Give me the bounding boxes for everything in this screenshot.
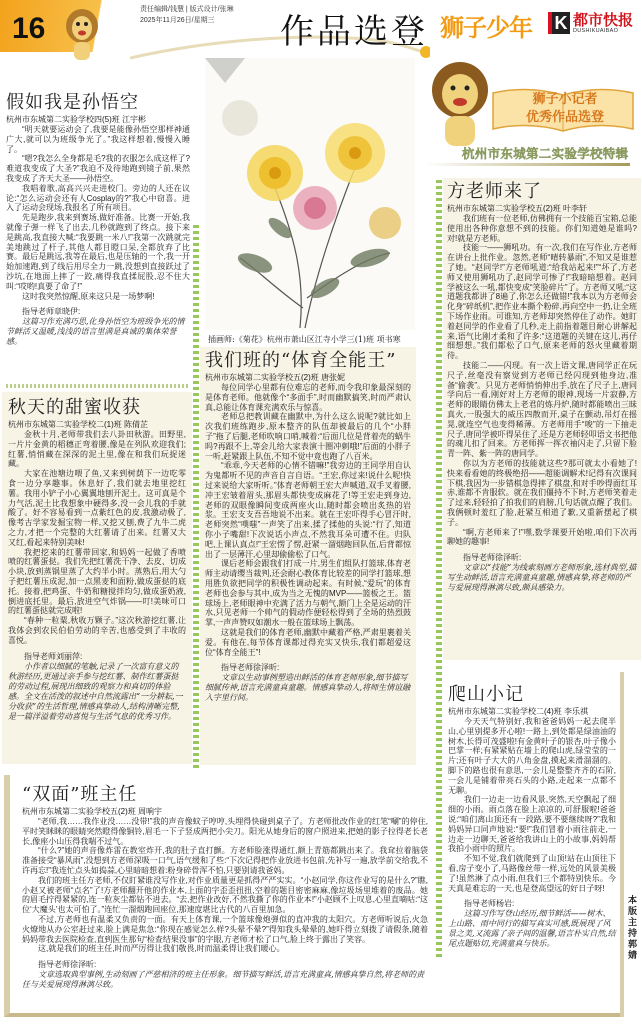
article-paragraph: 我们班有一位老师,仿佛拥有一个技能百宝箱,总能使用出各种你意想不到的技能。你们知道她是谁吗?对!就是方老师。 — [447, 214, 637, 243]
banner-heading — [490, 90, 640, 126]
article-paragraph: 我把挖来的红薯带回家,和妈妈一起做了香喷喷的红薯蛋挞。我们先把红薯洗干净、去皮、切成小块,放到蒸锅里蒸了大约半小时。蒸熟后,用大勺子把红薯压成泥,加一点黑麦和面粉,做成蛋挞的底托。接着,把鸡蛋、牛奶和糖搅拌均匀,做成蛋奶液,倒进底托里。最后,放进空气炸锅——叮!美味可口的红薯蛋挞就完成啦! — [8, 547, 186, 616]
article-paragraph: 不知不觉,我们就爬到了山顶!站在山顶往下看,房子变小了,马路像丝带一样,远处的风景美极了!虽然淋了点小雨,但我们三个都特别快乐。今天真是难忘的一天,也是登高望远的好日子呀! — [448, 854, 616, 893]
article-body — [8, 430, 186, 646]
banner-line2: 优秀作品选登 — [525, 109, 604, 124]
article-paragraph: 不过,方老师也有温柔又负责的一面。有天上体育课,一个篮球像炮弹似的直冲我的太阳穴。方老师听说后,火急火燎地从办公室赶过来,脸上满是焦急:“你现在感觉怎么样?头晕不晕?”得知我头晕晕的,她吓得立刻拨了请假条,随着妈妈带我去医院检查,直到医生那句“检查结果没事”的字眼,方老师才松了口气,脸上终于露出了笑容。 — [22, 914, 428, 944]
article-paragraph: 每位同学心里都有位难忘的老师,而令我印象最深刻的是体育老师。他就像个“多面手”,时而幽默搞笑,时而严肃认真,总能让体育课充满欢乐与惊喜。 — [205, 383, 411, 412]
article-paragraph: 这时我突然惊醒,原来这只是一场梦啊! — [22, 291, 155, 301]
article-byline: 杭州市东城第二实验学校五(2)班 叶李轩 — [447, 204, 587, 213]
article-byline: 杭州市东城第二实验学校二(4)班 李乐祺 — [448, 707, 588, 716]
article-paragraph: 你以为方老师的技能就这些?那可就太小看她了!快来看看她的终极绝招——超能调解术!记得有次课间下棋,我因为一步错棋急得摔了棋盘,和对手吵得面红耳赤,谁都不肯服软。就在我们僵持不下时,方老师笑着走了过来,轻轻拍了拍我们的肩膀,几句话就点醒了我们。我俩顿时羞红了脸,赶紧互相道了歉,又重新摆起了棋子。 — [447, 458, 637, 527]
article-body — [447, 214, 637, 547]
banner-rule — [425, 163, 630, 166]
article-byline: 杭州市东城第二实验学校五(2)班 周响宇 — [22, 807, 162, 816]
logo-mark: K — [548, 12, 570, 34]
article-paragraph: 技能二——闪现。有一次上语文课,唐同学正在玩尺子,丝毫没有察觉到方老师已经闪现到他身边,准备“偷袭”。只见方老师悄悄伸出手,放在了尺子上,唐同学向后一看,刚好对上方老师的眼神,现场一片寂静,方老师的眼睛仿佛太上老君的炼丹炉,随时都能喷出三昧真火,一股强大的威压四散而开,桌子在颤动,吊灯在摇晃,就连空气也变得稀薄。方老师用手“唆”的一下抽走尺子,唐同学被吓得呆住了,还是方老师轻叩语文书把他的魂儿扣了回来。方老师挥一挥衣袖闪走了,只留下脸青一阵、紫一阵的唐同学。 — [447, 360, 637, 459]
teacher-name: 指导老师徐泽昕: — [463, 553, 522, 563]
section-title: 作品选登 — [280, 12, 428, 52]
page-host-credit: 本版主持 郭婧 — [628, 895, 638, 960]
article-paragraph: “啊,方老师来了!”嘿,数学课要开始啦,咱们下次再聊她的趣事! — [447, 527, 637, 547]
date-line: 2025年11月26日/星期三 — [140, 17, 215, 24]
article-paragraph: 技能一——狮吼功。有一次,我们在写作业,方老师在讲台上批作业。忽然,老师“晴转暴雨”,不知又是谁惹了她。“赵同学!”方老师吼道:“给我站起来!”“坏了,方老师又使用狮吼功了,赵同学可惨了!”我暗暗想着。赵同学被这么一吼,都快变成“笑脸碎片”了。方老师又吼:“这道题我都讲了8遍了,你怎么还做错!”我本以为方老师会化身“碎纸机”,把作业本撕个粉碎,再向空中一扔,让全班下场作业雨。可谁知,方老师却突然停住了动作。她盯着赵同学的作业看了几秒,走上前指着题目耐心讲解起来,语气比刚才柔和了许多:“这道题的关键在这儿,再仔细想想。”我们都松了口气,原来老师的怒火里藏着期待。 — [447, 243, 637, 361]
article-paragraph: 课后老师会跟我们打成一片,男生们组队打篮球,体育老师主动请缨当裁判,还会耐心教体育比较差的同学打篮球,想用胜负欲把同学的积极性调动起来。有时候,“爱玩”的体育老师也会参与其中,成为当之无愧的MVP——篮板之王。篮球场上,老师眼神中充满了活力与朝气,额门上全是运动的汗水,只见老师一个帅气的假动作便轻松得到了全场的热烈鼓掌,一声声赞叹如潮水一般在篮球场上飘荡。 — [205, 559, 411, 628]
newspaper-logo — [548, 12, 633, 34]
article-paragraph: 老师总把教训藏在幽默中,为什么这么说呢?就比如上次我们班练跑步,原本整齐的队伍却被最后的几个“小胖子”拖了后腿,老师吹响口哨,喊着:“后面几位是背着壳的蜗牛吗?再跟不上,等会儿给大家表演十圈冲刺哦!”后面的小胖子一听,赶紧跟上队伍,不知不觉中竟也跑了八百米。 — [205, 412, 411, 461]
teacher-comment: 文章选取典型事例,生动刻画了严慈相济的班主任形象。细节描写鲜活,语言充满童真,情感真挚自然,将老师的责任与关爱展现得淋漓尽致。 — [22, 970, 425, 990]
article-paragraph: 今天天气特别好,我和爸爸妈妈一起去爬半山,心里别提多开心啦!一路上,到处都是绿油油的树木,长得可茂盛啦!有金黄叶子的银杏,叶子像小巴掌一样;有紧紧贴在墙上的爬山虎,绿莹莹的一片;还有叶子大大的八角金盘,摸起来滑溜溜的。脚下的路也很有意思,一会儿是整整齐齐的石阶,一会儿是铺着带亮石头的小路,走起来一点都不无聊。 — [448, 717, 616, 795]
article-paragraph: 我们的班主任方老师,不仅盯紧谁没写作业,对作业质量更是抓得严严实实。“小赵同学,你这作业写的是什么?”瞧,小赵又被老师“点名”了!方老师翻开他的作业本,上面的字歪歪扭扭,空着的题目密密麻麻,像垃圾场里堆着的废品。她的眉毛拧得紧紧的,连一粒灰尘都钻不进去。“去,把作业改好,不然我撕了你的作业本!”小赵顾不上叹息,心里直嘀咕:“这位‘大魔头’也太可怕了。”连忙一溜烟跑回座位,那速度堪比古代的八百里加急。 — [22, 875, 428, 915]
lion-mascot-icon — [62, 6, 102, 60]
article-paragraph: “春种一粒粟,秋收万颗子。”这次秋游挖红薯,让我体会到农民伯伯劳动的辛苦,也感受到了丰收的喜悦。 — [8, 616, 186, 645]
article-paragraph: 我们一边走一边看风景,突然,天空飘起了细细的小雨。雨点落在脸上凉凉的,可舒服啦!爸爸说:“咱们离山顶还有一段路,要不要继续呀?”我和妈妈异口同声地说:“要!”我们冒着小雨往前走,一边走一边聊天,爸爸给我讲山上的小故事,妈妈帮我拍小雨中的照片。 — [448, 795, 616, 854]
logo-en: DUSHIKUAIBAO — [573, 27, 619, 34]
article-paragraph: 大家在池塘边喂了鱼,又来到树荫下一边吃零食一边分享趣事。休息好了,我们就去地里挖红薯。我用小铲子小心翼翼地刨开泥土。这可真是个力气活,泥土比我想象中硬得多,没一会儿我的手就酸了。好不容易看到一点紫红色的皮,我激动极了,像考古学家发掘宝物一样,又挖又刨,费了九牛二虎之力,才把一个完整的大红薯请了出来。红薯又大又红,看起来特别美味! — [8, 469, 186, 547]
teacher-comment: 小作者以细腻的笔触,记录了一次富有意义的秋游经历,更通过亲手参与挖红薯、制作红薯蛋挞的劳动过程,展现出细致的观察力和真切的体验感。全文在活泼的叙述中自然流露出“一分耕耘,一分收获”的生活哲理,情感真挚动人,结构清晰完整,是一篇洋溢着劳动喜悦与生活气息的优秀习作。 — [8, 661, 183, 721]
article-paragraph: 金秋十月,老师带我们去八卦田秋游。田野里,一片片金黄的稻穗正弯着腰,像是在列队欢迎我们;红薯,悄悄藏在深深的泥土里,像在和我们玩捉迷藏。 — [8, 430, 186, 469]
article-two-faced — [22, 784, 428, 990]
article-paragraph: 先是跑步,我来到赛场,做好准备。比赛一开始,我就像子弹一样飞了出去,几秒就跑到了终点。接下来是跳高,我直接大喊:“我要跳一米八!”我第一次跳就完美地跳过了杆子,其他人都目瞪口呆,全都放弃了比赛。最后是跳远,我等在最后,也是压轴的一个,我一开始加速跑,到了线后用尽全力一跳,没想到直接跃过了沙坑,在地面上摔了一跤,痛得我直揉屁股,忍不住大叫:“哎哟!真要了命了!” — [6, 213, 190, 291]
frame-rule — [620, 672, 624, 1017]
article-body — [6, 125, 190, 301]
article-paragraph: “什么?”她的声音像炸雷在教室炸开,我的肚子直打颤。方老师脸涨得通红,额上青筋都跳出来了。我耷拉着脑袋准备接受“暴风雨”,没想到方老师深吸一口气,语气缓和了些:“下次记得把作业放进书包前,先补写一遍,放学前交给我,不许再忘!”我连忙点头如捣蒜,心里暗暗想着:粉身碎骨浑不怕,只要别请我爸妈。 — [22, 846, 428, 875]
editor-info — [140, 4, 234, 26]
article-byline: 杭州市东城第二实验学校五(2)班 唐张妮 — [205, 373, 345, 382]
article-hiking — [448, 684, 616, 949]
teacher-name: 指导老师徐泽昕: — [221, 663, 280, 673]
article-paragraph: “老师,我……我作业没……没带!”我的声音像蚊子哼哼,头埋得快碰到桌子了。方老师批改作业的红笔“唰”的停住,平时笑眯眯的眼睛突然瞪得像铜铃,眉毛一下子竖成两把小尖刀。阳光从她身后的窗户照进来,把她的影子拉得老长老长,像座小山压得我喘不过气。 — [22, 817, 428, 846]
article-pe-teacher — [200, 347, 416, 765]
wavy-divider — [193, 225, 199, 770]
article-title: 秋天的甜蜜收获 — [8, 397, 141, 418]
article-byline: 杭州市东城第二实验学校二(1)班 陈倩芷 — [8, 420, 148, 429]
painting-caption: 插画师:《菊花》杭州市萧山区江寺小学三(1)班 项书寒 — [208, 335, 401, 344]
article-body — [448, 717, 616, 893]
article-title: “双面”班主任 — [22, 784, 138, 805]
article-title: 方老师来了 — [447, 181, 542, 202]
logo-cn: 都市快报 — [573, 11, 634, 29]
article-autumn — [2, 392, 192, 764]
divider — [6, 384, 190, 388]
article-teacher-fang — [443, 178, 641, 660]
teacher-comment: 这篇习作充满巧思,化身孙悟空为班级争光的情节鲜活又温暖,浅浅的语言里满是真诚的集体荣誉感。 — [6, 317, 185, 347]
article-body — [205, 383, 411, 657]
article-title: 假如我是孙悟空 — [6, 92, 139, 113]
banner-line1: 狮子小记者 — [532, 91, 598, 106]
flower-yellow-1 — [247, 145, 303, 201]
article-byline: 杭州市东城第二实验学校四(5)班 江宇彬 — [6, 115, 146, 124]
flower-pink — [293, 186, 337, 230]
chrysanthemum-painting — [205, 58, 415, 330]
article-body — [22, 817, 428, 954]
article-paragraph: “明天就要运动会了,我要是能像孙悟空那样神通广大,就可以为班级争光了。”我这样想着,慢慢入睡了。 — [6, 125, 190, 154]
banner-subtitle: 杭州市东城第二实验学校特辑 — [462, 147, 629, 161]
article-paragraph: 我唱着歌,高高兴兴走进校门。旁边的人还在议论:“怎么运动会还有人Cosplay的?”我心中窃喜。进入了运动会现场,我报名了所有项目。 — [6, 183, 190, 213]
page-number: 16 — [12, 12, 46, 45]
teacher-comment: 文章以生动事例塑造出鲜活的体育老师形象,细节描写细腻传神,语言充满童真童趣。情感真挚动人,将师生情谊融入字里行间。 — [205, 673, 411, 703]
teacher-name: 指导老师杨岩: — [464, 899, 515, 909]
column-brand: 狮子少年 — [440, 13, 532, 42]
article-title: 我们班的“体育全能王” — [205, 350, 397, 371]
teacher-name: 指导老师刘丽萍: — [24, 651, 83, 661]
editor-line: 责任编辑/钱慧 | 版式设计/张琳 — [140, 6, 234, 13]
lion-reporter-icon — [425, 58, 495, 148]
teacher-comment: 文章以“技能”为线索刻画方老师形象,选材典型,描写生动鲜活,语言充满童真童趣,情感真挚,将老师的严与爱展现得淋漓尽致,颇具感染力。 — [447, 563, 637, 593]
article-paragraph: “乖乖,今天老师的心情不错嘛!”我旁边的王同学用自认为鬼都听不见的声音自言自语。“王宏,你过来!说什么呢!快过来说给大家听听。”体育老师朝王宏大声喊道,双手叉着腰,冲王宏皱着眉头,那眉头都快变成麻花了!等王宏走到身边,老师的双眼像瞬间变成两座火山,随时都会喷出炙热的岩浆。王宏支支吾吾地说不出来。就在王宏吓得手心冒汗时,老师突然“噗嗤”一声笑了出来,揉了揉他的头说:“行了,知道你小子嘴甜!下次说话小声点,不然我耳朵可遭不住。归队吧,上课认真点!”王宏愣了愣,赶紧一溜烟跑回队伍,后背都惊出了一层薄汗,心里却偷偷松了口气。 — [205, 461, 411, 559]
article-paragraph: 这,就是我们的班主任,时而严厉得让我们敬畏,时而温柔得让我们暖心。 — [38, 944, 285, 954]
article-paragraph: “嗯?我怎么全身都是毛?我的衣服怎么成这样了?难道我变成了大圣?”我迫不及待地跑到镜子前,果然我变成了齐天大圣——孙悟空。 — [6, 154, 191, 183]
article-title: 爬山小记 — [448, 684, 524, 705]
teacher-comment: 这篇习作写登山经历,细节鲜活——树木、上山路、雨中同行的描写真实可感,既展现了风景之美,又流露了亲子间的温馨,语言朴实自然,结尾点题贴切,充满童真与快乐。 — [448, 909, 616, 949]
article-paragraph: 这就是我们的体育老师,幽默中藏着严格,严肃里裹着关爱。有他在,每节体育课都过得充实又快乐,我们都超爱这位“体育全能王”! — [205, 627, 411, 657]
teacher-name: 指导老师徐泽昕: — [38, 960, 97, 970]
flower-yellow-2 — [325, 123, 385, 183]
article-sunwukong — [6, 92, 190, 347]
teacher-name: 指导老师章晓伊: — [22, 307, 81, 317]
